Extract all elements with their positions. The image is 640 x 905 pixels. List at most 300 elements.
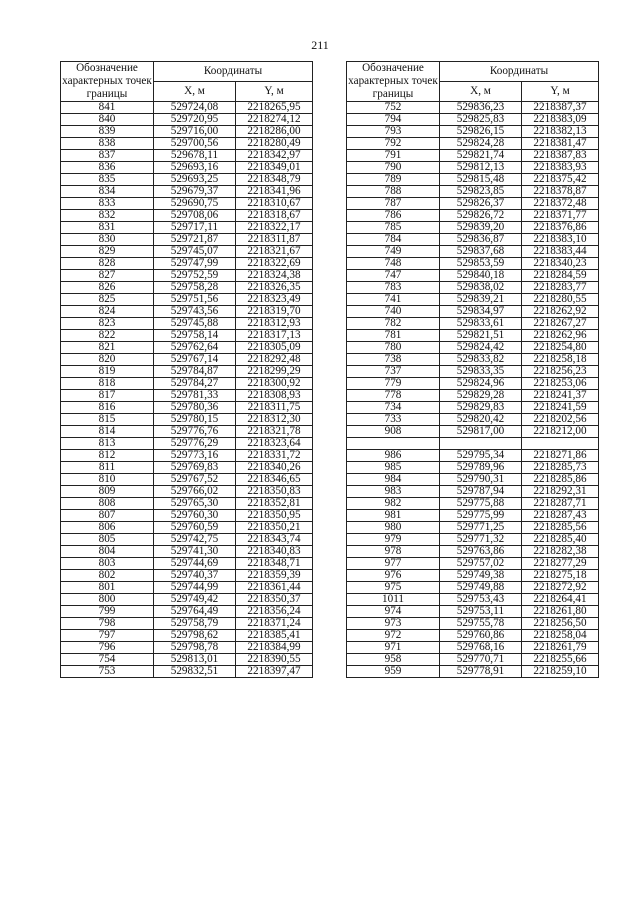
table-row <box>61 354 313 366</box>
cell-y: 2218254,80 <box>522 342 599 354</box>
cell-x: 529724,08 <box>154 102 236 114</box>
cell-point-name: 753 <box>61 666 154 678</box>
cell-x: 529817,00 <box>440 426 522 438</box>
cell-y: 2218280,55 <box>522 294 599 306</box>
table-row <box>61 102 313 114</box>
table-row <box>347 402 599 414</box>
table-row <box>347 294 599 306</box>
cell-y: 2218321,78 <box>236 426 313 438</box>
cell-x: 529776,76 <box>154 426 236 438</box>
cell-point-name: 823 <box>61 318 154 330</box>
cell-y: 2218350,21 <box>236 522 313 534</box>
cell-y: 2218340,83 <box>236 546 313 558</box>
cell-point-name: 754 <box>61 654 154 666</box>
cell-y: 2218261,79 <box>522 642 599 654</box>
cell-x: 529757,02 <box>440 558 522 570</box>
cell-point-name: 797 <box>61 630 154 642</box>
coordinates-table-left <box>60 61 313 678</box>
cell-y: 2218378,87 <box>522 186 599 198</box>
cell-y: 2218322,17 <box>236 222 313 234</box>
table-row <box>61 654 313 666</box>
cell-x: 529763,86 <box>440 546 522 558</box>
cell-y: 2218371,24 <box>236 618 313 630</box>
cell-y <box>522 438 599 450</box>
cell-point-name: 841 <box>61 102 154 114</box>
cell-x: 529768,16 <box>440 642 522 654</box>
table-row <box>347 162 599 174</box>
cell-point-name: 980 <box>347 522 440 534</box>
cell-point-name: 805 <box>61 534 154 546</box>
cell-x: 529798,62 <box>154 630 236 642</box>
cell-y: 2218350,83 <box>236 486 313 498</box>
table-row <box>61 474 313 486</box>
cell-y: 2218326,35 <box>236 282 313 294</box>
table-row <box>61 642 313 654</box>
cell-x: 529771,25 <box>440 522 522 534</box>
cell-x: 529825,83 <box>440 114 522 126</box>
cell-point-name: 959 <box>347 666 440 678</box>
cell-y: 2218286,00 <box>236 126 313 138</box>
cell-point-name: 782 <box>347 318 440 330</box>
table-row <box>61 426 313 438</box>
cell-point-name: 833 <box>61 198 154 210</box>
cell-point-name: 821 <box>61 342 154 354</box>
cell-y: 2218212,00 <box>522 426 599 438</box>
cell-point-name: 734 <box>347 402 440 414</box>
cell-point-name: 804 <box>61 546 154 558</box>
cell-x: 529700,56 <box>154 138 236 150</box>
table-row <box>347 246 599 258</box>
cell-x <box>440 438 522 450</box>
table-row <box>61 450 313 462</box>
cell-y: 2218317,13 <box>236 330 313 342</box>
cell-point-name: 810 <box>61 474 154 486</box>
cell-point-name: 958 <box>347 654 440 666</box>
cell-point-name: 807 <box>61 510 154 522</box>
cell-y: 2218321,67 <box>236 246 313 258</box>
cell-x: 529778,91 <box>440 666 522 678</box>
cell-x: 529836,23 <box>440 102 522 114</box>
table-row <box>347 102 599 114</box>
cell-y: 2218277,29 <box>522 558 599 570</box>
cell-point-name: 830 <box>61 234 154 246</box>
cell-point-name: 785 <box>347 222 440 234</box>
cell-y: 2218256,23 <box>522 366 599 378</box>
cell-point-name: 1011 <box>347 594 440 606</box>
cell-y: 2218359,39 <box>236 570 313 582</box>
cell-point-name: 801 <box>61 582 154 594</box>
cell-point-name: 979 <box>347 534 440 546</box>
table-row <box>347 630 599 642</box>
cell-point-name: 976 <box>347 570 440 582</box>
cell-x: 529795,34 <box>440 450 522 462</box>
cell-x: 529824,42 <box>440 342 522 354</box>
cell-point-name: 977 <box>347 558 440 570</box>
cell-y: 2218283,77 <box>522 282 599 294</box>
table-row <box>347 282 599 294</box>
cell-point-name: 982 <box>347 498 440 510</box>
cell-point-name: 814 <box>61 426 154 438</box>
cell-y: 2218361,44 <box>236 582 313 594</box>
cell-x: 529780,15 <box>154 414 236 426</box>
cell-y: 2218376,86 <box>522 222 599 234</box>
cell-x: 529784,27 <box>154 378 236 390</box>
header-x: X, м <box>440 82 522 102</box>
cell-y: 2218340,23 <box>522 258 599 270</box>
cell-x: 529749,38 <box>440 570 522 582</box>
cell-x: 529826,72 <box>440 210 522 222</box>
cell-point-name: 983 <box>347 486 440 498</box>
cell-y: 2218346,65 <box>236 474 313 486</box>
cell-y: 2218312,30 <box>236 414 313 426</box>
table-row <box>347 138 599 150</box>
cell-x: 529798,78 <box>154 642 236 654</box>
cell-point-name: 836 <box>61 162 154 174</box>
table-row <box>61 390 313 402</box>
cell-y: 2218311,75 <box>236 402 313 414</box>
cell-x: 529745,07 <box>154 246 236 258</box>
table-row <box>61 126 313 138</box>
cell-y: 2218300,92 <box>236 378 313 390</box>
header-coordinates: Координаты <box>440 62 599 82</box>
cell-x: 529690,75 <box>154 198 236 210</box>
cell-x: 529766,02 <box>154 486 236 498</box>
table-row <box>61 210 313 222</box>
cell-y: 2218287,43 <box>522 510 599 522</box>
cell-point-name: 975 <box>347 582 440 594</box>
table-row <box>347 222 599 234</box>
cell-point-name: 818 <box>61 378 154 390</box>
table-row <box>347 450 599 462</box>
cell-y: 2218241,59 <box>522 402 599 414</box>
table-row <box>61 510 313 522</box>
cell-x: 529823,85 <box>440 186 522 198</box>
table-row <box>347 234 599 246</box>
cell-point-name: 781 <box>347 330 440 342</box>
cell-x: 529767,14 <box>154 354 236 366</box>
table-row <box>347 558 599 570</box>
table-row <box>347 654 599 666</box>
cell-x: 529760,30 <box>154 510 236 522</box>
table-row <box>347 210 599 222</box>
table-row <box>347 114 599 126</box>
cell-x: 529760,86 <box>440 630 522 642</box>
header-x: X, м <box>154 82 236 102</box>
cell-point-name: 800 <box>61 594 154 606</box>
cell-y: 2218305,09 <box>236 342 313 354</box>
cell-point-name: 813 <box>61 438 154 450</box>
table-row <box>61 294 313 306</box>
cell-y: 2218349,01 <box>236 162 313 174</box>
table-row <box>61 498 313 510</box>
cell-point-name: 749 <box>347 246 440 258</box>
table-body-right <box>347 102 599 678</box>
table-row <box>347 330 599 342</box>
cell-point-name: 978 <box>347 546 440 558</box>
cell-y: 2218342,97 <box>236 150 313 162</box>
table-row <box>347 618 599 630</box>
cell-x: 529790,31 <box>440 474 522 486</box>
cell-y: 2218323,49 <box>236 294 313 306</box>
cell-point-name <box>347 438 440 450</box>
cell-y: 2218381,47 <box>522 138 599 150</box>
cell-point-name: 790 <box>347 162 440 174</box>
cell-x: 529834,97 <box>440 306 522 318</box>
cell-x: 529769,83 <box>154 462 236 474</box>
cell-y: 2218292,31 <box>522 486 599 498</box>
table-row <box>61 594 313 606</box>
cell-point-name: 806 <box>61 522 154 534</box>
cell-point-name: 802 <box>61 570 154 582</box>
cell-x: 529749,88 <box>440 582 522 594</box>
cell-x: 529767,52 <box>154 474 236 486</box>
table-row <box>347 666 599 678</box>
cell-x: 529775,88 <box>440 498 522 510</box>
cell-point-name: 798 <box>61 618 154 630</box>
cell-y: 2218267,27 <box>522 318 599 330</box>
cell-y: 2218318,67 <box>236 210 313 222</box>
cell-point-name: 780 <box>347 342 440 354</box>
cell-x: 529693,25 <box>154 174 236 186</box>
cell-point-name: 835 <box>61 174 154 186</box>
page-number: 211 <box>311 38 329 52</box>
cell-x: 529753,43 <box>440 594 522 606</box>
cell-point-name: 834 <box>61 186 154 198</box>
cell-point-name: 981 <box>347 510 440 522</box>
cell-x: 529679,37 <box>154 186 236 198</box>
coordinates-table-right <box>346 61 599 678</box>
cell-x: 529780,36 <box>154 402 236 414</box>
cell-y: 2218311,87 <box>236 234 313 246</box>
cell-x: 529821,74 <box>440 150 522 162</box>
cell-y: 2218383,10 <box>522 234 599 246</box>
cell-x: 529853,59 <box>440 258 522 270</box>
cell-y: 2218274,12 <box>236 114 313 126</box>
table-row <box>61 534 313 546</box>
cell-x: 529720,95 <box>154 114 236 126</box>
table-row <box>347 522 599 534</box>
cell-point-name: 815 <box>61 414 154 426</box>
cell-x: 529839,21 <box>440 294 522 306</box>
cell-point-name: 829 <box>61 246 154 258</box>
cell-x: 529824,28 <box>440 138 522 150</box>
cell-point-name: 820 <box>61 354 154 366</box>
cell-x: 529749,42 <box>154 594 236 606</box>
cell-point-name: 787 <box>347 198 440 210</box>
cell-x: 529760,59 <box>154 522 236 534</box>
cell-x: 529833,61 <box>440 318 522 330</box>
cell-x: 529762,64 <box>154 342 236 354</box>
cell-point-name: 817 <box>61 390 154 402</box>
cell-x: 529678,11 <box>154 150 236 162</box>
table-row <box>61 462 313 474</box>
cell-point-name: 819 <box>61 366 154 378</box>
cell-x: 529838,02 <box>440 282 522 294</box>
table-row <box>61 666 313 678</box>
cell-x: 529812,13 <box>440 162 522 174</box>
table-row <box>61 270 313 282</box>
table-row <box>347 462 599 474</box>
table-row <box>61 198 313 210</box>
table-row <box>347 546 599 558</box>
cell-x: 529771,32 <box>440 534 522 546</box>
cell-y: 2218390,55 <box>236 654 313 666</box>
cell-y: 2218255,66 <box>522 654 599 666</box>
table-row <box>347 594 599 606</box>
table-row <box>61 222 313 234</box>
cell-y: 2218272,92 <box>522 582 599 594</box>
header-coordinates: Координаты <box>154 62 313 82</box>
cell-point-name: 741 <box>347 294 440 306</box>
cell-y: 2218262,92 <box>522 306 599 318</box>
table-row <box>61 114 313 126</box>
cell-y: 2218350,95 <box>236 510 313 522</box>
cell-point-name: 779 <box>347 378 440 390</box>
table-row <box>61 174 313 186</box>
cell-point-name: 811 <box>61 462 154 474</box>
table-row <box>61 438 313 450</box>
cell-point-name: 809 <box>61 486 154 498</box>
table-row <box>347 198 599 210</box>
cell-point-name: 831 <box>61 222 154 234</box>
cell-point-name: 974 <box>347 606 440 618</box>
cell-y: 2218285,86 <box>522 474 599 486</box>
cell-y: 2218261,80 <box>522 606 599 618</box>
cell-y: 2218383,09 <box>522 114 599 126</box>
header-point-name: Обозначение характерных точек границы <box>62 62 152 100</box>
table-row <box>61 546 313 558</box>
cell-y: 2218282,38 <box>522 546 599 558</box>
cell-y: 2218356,24 <box>236 606 313 618</box>
table-row <box>61 402 313 414</box>
cell-point-name: 788 <box>347 186 440 198</box>
cell-y: 2218265,95 <box>236 102 313 114</box>
table-row <box>61 330 313 342</box>
cell-y: 2218348,79 <box>236 174 313 186</box>
cell-x: 529781,33 <box>154 390 236 402</box>
cell-x: 529753,11 <box>440 606 522 618</box>
table-row <box>61 162 313 174</box>
table-row <box>61 258 313 270</box>
cell-y: 2218341,96 <box>236 186 313 198</box>
cell-x: 529773,16 <box>154 450 236 462</box>
cell-x: 529833,35 <box>440 366 522 378</box>
cell-point-name: 738 <box>347 354 440 366</box>
cell-point-name: 786 <box>347 210 440 222</box>
cell-y: 2218383,44 <box>522 246 599 258</box>
cell-x: 529815,48 <box>440 174 522 186</box>
cell-x: 529693,16 <box>154 162 236 174</box>
cell-y: 2218284,59 <box>522 270 599 282</box>
cell-point-name: 825 <box>61 294 154 306</box>
cell-x: 529829,83 <box>440 402 522 414</box>
cell-y: 2218285,40 <box>522 534 599 546</box>
cell-y: 2218340,26 <box>236 462 313 474</box>
cell-point-name: 789 <box>347 174 440 186</box>
cell-x: 529758,14 <box>154 330 236 342</box>
cell-x: 529824,96 <box>440 378 522 390</box>
cell-point-name: 840 <box>61 114 154 126</box>
table-row <box>347 354 599 366</box>
table-row <box>347 426 599 438</box>
table-row <box>347 378 599 390</box>
cell-point-name: 972 <box>347 630 440 642</box>
table-row <box>347 306 599 318</box>
cell-point-name: 740 <box>347 306 440 318</box>
cell-x: 529839,20 <box>440 222 522 234</box>
cell-x: 529747,99 <box>154 258 236 270</box>
cell-x: 529751,56 <box>154 294 236 306</box>
cell-point-name: 816 <box>61 402 154 414</box>
table-row <box>347 414 599 426</box>
table-row <box>61 282 313 294</box>
table-row <box>347 342 599 354</box>
cell-y: 2218299,29 <box>236 366 313 378</box>
cell-x: 529741,30 <box>154 546 236 558</box>
cell-point-name: 748 <box>347 258 440 270</box>
cell-x: 529742,75 <box>154 534 236 546</box>
cell-y: 2218385,41 <box>236 630 313 642</box>
table-body-left <box>61 102 313 678</box>
cell-y: 2218285,73 <box>522 462 599 474</box>
table-row <box>61 186 313 198</box>
table-row <box>347 270 599 282</box>
cell-x: 529721,87 <box>154 234 236 246</box>
cell-y: 2218322,69 <box>236 258 313 270</box>
cell-x: 529820,42 <box>440 414 522 426</box>
table-row <box>347 498 599 510</box>
table-row <box>61 306 313 318</box>
cell-x: 529765,30 <box>154 498 236 510</box>
cell-point-name: 747 <box>347 270 440 282</box>
cell-y: 2218387,37 <box>522 102 599 114</box>
cell-x: 529775,99 <box>440 510 522 522</box>
cell-point-name: 778 <box>347 390 440 402</box>
cell-y: 2218323,64 <box>236 438 313 450</box>
cell-x: 529758,28 <box>154 282 236 294</box>
cell-y: 2218350,37 <box>236 594 313 606</box>
cell-y: 2218397,47 <box>236 666 313 678</box>
cell-point-name: 826 <box>61 282 154 294</box>
cell-point-name: 837 <box>61 150 154 162</box>
cell-y: 2218384,99 <box>236 642 313 654</box>
table-row <box>61 234 313 246</box>
table-row <box>347 474 599 486</box>
cell-point-name: 973 <box>347 618 440 630</box>
cell-point-name: 803 <box>61 558 154 570</box>
cell-y: 2218308,93 <box>236 390 313 402</box>
cell-y: 2218253,06 <box>522 378 599 390</box>
table-row <box>347 258 599 270</box>
cell-x: 529758,79 <box>154 618 236 630</box>
cell-point-name: 832 <box>61 210 154 222</box>
cell-x: 529744,99 <box>154 582 236 594</box>
table-row <box>347 582 599 594</box>
header-y: Y, м <box>522 82 599 102</box>
cell-y: 2218348,71 <box>236 558 313 570</box>
cell-x: 529840,18 <box>440 270 522 282</box>
table-row <box>61 486 313 498</box>
cell-y: 2218287,71 <box>522 498 599 510</box>
table-row <box>347 126 599 138</box>
cell-x: 529826,37 <box>440 198 522 210</box>
table-row <box>347 150 599 162</box>
cell-x: 529837,68 <box>440 246 522 258</box>
table-row <box>61 606 313 618</box>
table-row <box>347 366 599 378</box>
cell-point-name: 796 <box>61 642 154 654</box>
cell-point-name: 984 <box>347 474 440 486</box>
